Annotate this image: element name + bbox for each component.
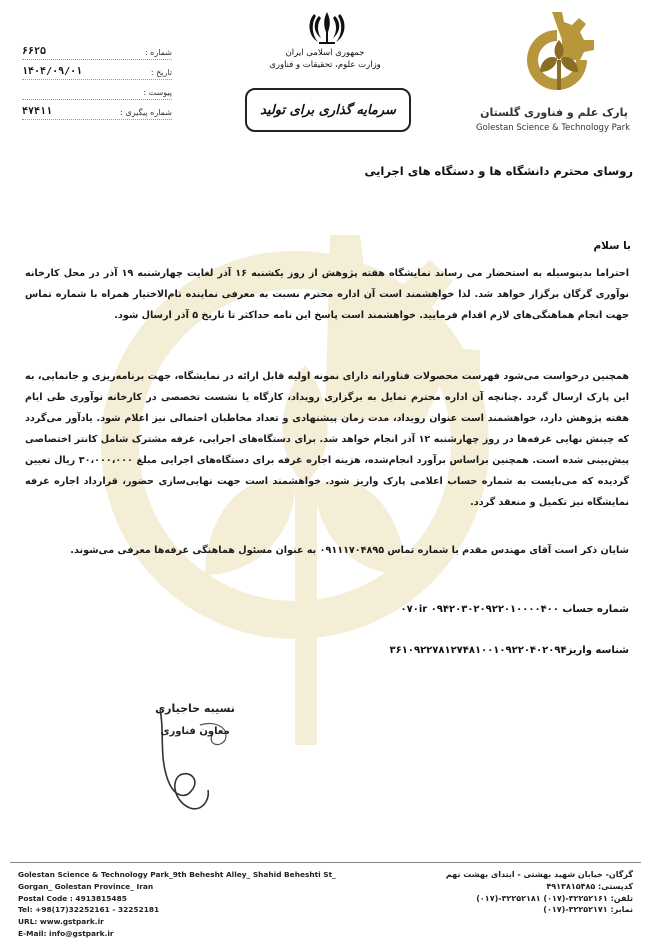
footer-en-url: URL: www.gstpark.ir [18, 917, 104, 927]
paragraph-2: همچنین درخواست می‌شود فهرست محصولات فناورانه دارای نمونه اولیه قابل ارائه در نمایشگاه، جهت برنامه‌ریزی و جانمایی، به این پارک ارسال گردد .چنانچه آن اداره محترم تمایل به برگزاری رویداد، کارگاه یا نشست تخصصی در کارخانه نوآوری طی ایام هفته پژوهش دارد، خواهشمند است عنوان رویداد، مدت زمان پیشنهادی و تعداد مخاطبان احتمالی نیز اعلام شود. یادآور می‌گردد که چینش نهایی غرفه‌ها در روز چهارشنبه ۱۲ آذر انجام خواهد شد. برای دستگاه‌های اجرایی، غرفه مشترک شامل کانتر اختصاصی پیش‌بینی شده است. همچنین براساس برآورد انجام‌شده، هزینه اجاره غرفه برای دستگاه‌های اجرایی مبلغ ۳۰،۰۰۰،۰۰۰ ریال تعیین گردیده که می‌بایست به شماره حساب اعلامی پارک واریز شود. خواهشمند است جهت نهایی‌سازی حضور، قرارداد اجاره غرفه نمایشگاه نیز تکمیل و منعقد گردد. [25, 371, 630, 508]
meta-number-row [22, 40, 172, 60]
deposit-id: شناسه واریز۳۶۱۰۹۲۲۷۸۱۲۷۴۸۱۰۰۱۰۹۲۲۰۴۰۲۰۹۴ [389, 645, 629, 656]
meta-number-label: شماره : [144, 48, 172, 57]
recipient-line: روسای محترم دانشگاه ها و دستگاه های اجرایی [364, 164, 633, 178]
meta-date-row [22, 60, 172, 80]
meta-attachment-label: پیوست : [143, 88, 172, 97]
signatory-title: معاون فناوری [160, 726, 230, 737]
footer-divider [10, 862, 641, 863]
footer-fa-postal: کدپستی: ۴۹۱۳۸۱۵۴۸۵ [546, 881, 633, 891]
greeting: با سلام [593, 240, 631, 252]
signatory-name: نسیبه حاجیاری [155, 702, 235, 715]
footer-en-tel: Tel: +98(17)32252161 - 32252181 [18, 905, 160, 915]
meta-number-value: ۶۶۲۵ [22, 46, 47, 57]
iran-emblem-icon [305, 8, 349, 48]
footer-fa-fax: نمابر: ۳۲۲۵۲۱۷۱-(۰۱۷) [543, 905, 633, 915]
letter-meta [22, 40, 172, 120]
ministry-title: وزارت علوم، تحقیقات و فناوری [269, 60, 381, 70]
year-slogan: سرمایه گذاری برای تولید [245, 88, 411, 132]
meta-attachment-row [22, 80, 172, 100]
footer-fa-address: گرگان- خیابان شهید بهشتی - ابتدای بهشت نهم [445, 870, 633, 879]
footer-fa-tel: تلفن: ۳۲۲۵۲۱۶۱-(۰۱۷) ۳۲۲۵۲۱۸۱-(۰۱۷) [476, 893, 633, 903]
government-title: جمهوری اسلامی ایران [285, 48, 365, 58]
park-name-persian: پارک علم و فناوری گلستان [480, 106, 628, 119]
account-number: شماره حساب ۰۹۴‍‍۲۰۳۰۲۰۹۲۲۰۱۰۰۰۰۴۰۰ ۰۷۰ir [400, 604, 629, 615]
footer-en-postal: Postal Code : 4913815485 [18, 893, 127, 903]
footer-persian [383, 869, 633, 916]
paragraph-1: احتراما بدینوسیله به استحضار می رساند نمایشگاه هفته پژوهش از روز یکشنبه ۱۶ آذر لغایت چهارشنبه ۱۹ آذر در محل کارخانه نوآوری گرگان برگزار خواهد شد. لذا خواهشمند است آن اداره محترم نسبت به معرفی نماینده تام‌الاختیار همراه با شماره تماس جهت انجام هماهنگی‌های لازم اقدام فرمایید. خواهشمند است پاسخ این نامه حداکثر تا تاریخ ۵ آذر ارسال شود. [25, 268, 630, 321]
footer-en-address1: Golestan Science & Technology Park_9th Behesht Alley_ Shahid Beheshti St_ [18, 870, 336, 879]
meta-tracking-row [22, 100, 172, 120]
meta-tracking-label: شماره پیگیری : [120, 108, 172, 117]
footer-english [18, 869, 358, 940]
paragraph-3: شایان ذکر است آقای مهندس مقدم با شماره تماس ۰۹۱۱۱۷۰۴۸۹۵ به عنوان مسئول هماهنگی غرفه‌ها معرفی می‌شوند. [70, 545, 629, 556]
park-logo-icon [512, 10, 602, 96]
footer-en-address2: Gorgan_ Golestan Province_ Iran [18, 881, 154, 891]
meta-tracking-value: ۴۷۴۱۱ [22, 106, 53, 117]
footer-en-email: E-Mail: info@gstpark.ir [18, 928, 114, 938]
letterhead [0, 0, 651, 150]
meta-date-value: ۱۴۰۴/۰۹/۰۱ [22, 66, 83, 77]
park-name-english: Golestan Science & Technology Park [475, 123, 631, 133]
meta-date-label: تاریخ : [150, 68, 172, 77]
